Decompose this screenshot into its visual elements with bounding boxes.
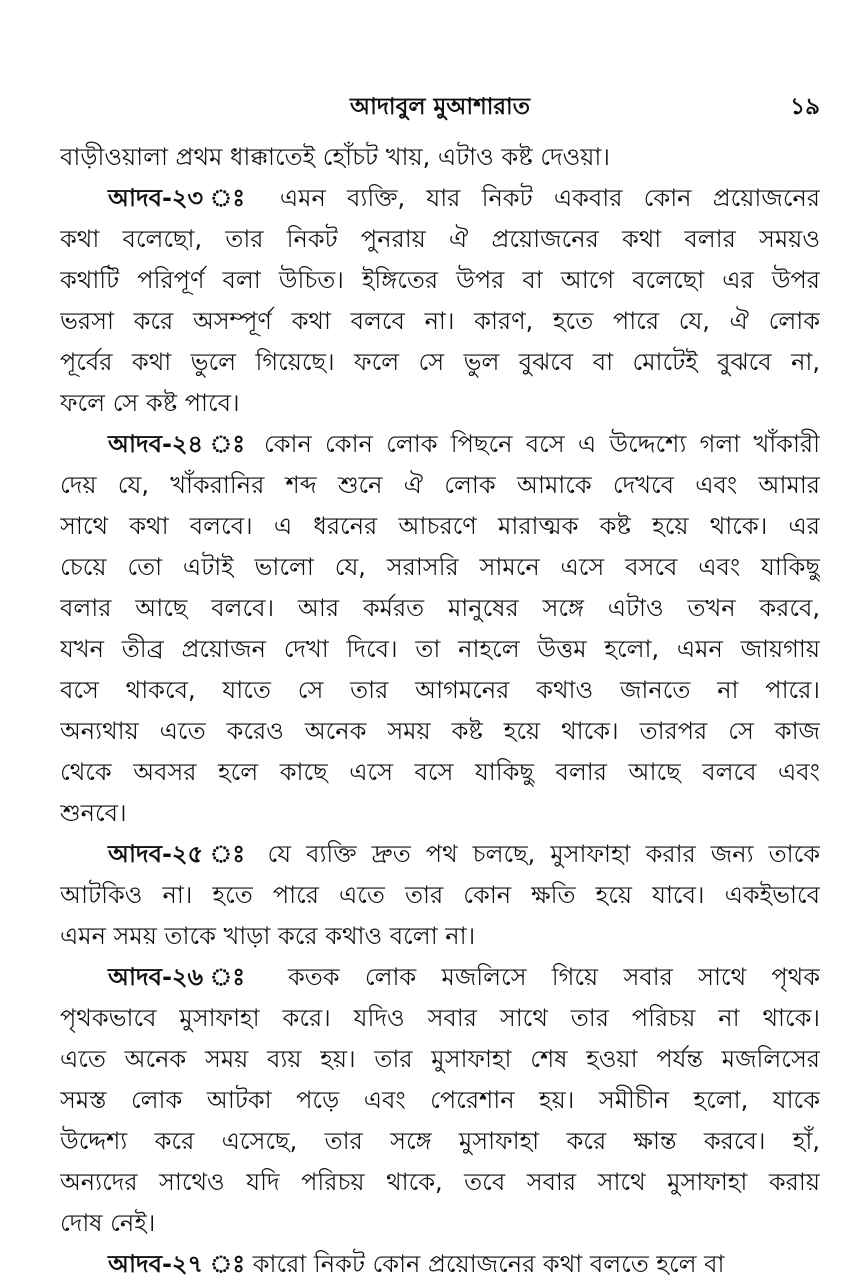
text-line <box>60 588 820 629</box>
text-line <box>60 957 820 998</box>
text-line <box>60 178 820 219</box>
text-line <box>60 1080 820 1121</box>
text-line <box>60 547 820 588</box>
line-text: সমস্ত লোক আটকা পড়ে এবং পেরেশান হয়। সমীচীন হলো, যাকে <box>60 1086 820 1114</box>
line-text: কোন কোন লোক পিছনে বসে এ উদ্দেশ্যে গলা খাঁকারী <box>263 430 820 458</box>
rule-heading: আদব-২৩ ঃ <box>108 184 259 212</box>
text-line <box>60 834 820 875</box>
line-text: অন্যদের সাথেও যদি পরিচয় থাকে, তবে সবার সাথে মুসাফাহা করায় <box>60 1168 820 1196</box>
line-text: যখন তীব্র প্রয়োজন দেখা দিবে। তা নাহলে উত্তম হলো, এমন জায়গায় <box>60 635 820 663</box>
rule-heading: আদব-২৭ ঃ <box>108 1250 246 1278</box>
line-text: এমন সময় তাকে খাড়া করে কথাও বলো না। <box>60 922 476 950</box>
body-text <box>60 137 820 1285</box>
line-text: অন্যথায় এতে করেও অনেক সময় কষ্ট হয়ে থাকে। তারপর সে কাজ <box>60 717 820 745</box>
line-text: এতে অনেক সময় ব্যয় হয়। তার মুসাফাহা শেষ হওয়া পর্যন্ত মজলিসের <box>60 1045 820 1073</box>
line-text: পূর্বের কথা ভুলে গিয়েছে। ফলে সে ভুল বুঝবে বা মোটেই বুঝবে না, <box>60 348 820 376</box>
header-title: আদাবুল মুআশারাত <box>350 94 530 120</box>
line-text: পৃথকভাবে মুসাফাহা করে। যদিও সবার সাথে তার পরিচয় না থাকে। <box>60 1004 820 1032</box>
text-line <box>60 342 820 383</box>
line-text: এমন ব্যক্তি, যার নিকট একবার কোন প্রয়োজনের <box>279 184 820 212</box>
line-text: বসে থাকবে, যাতে সে তার আগমনের কথাও জানতে না পারে। <box>60 676 820 704</box>
text-line <box>60 875 820 916</box>
text-line <box>60 506 820 547</box>
text-line <box>60 998 820 1039</box>
text-line <box>60 219 820 260</box>
text-line <box>60 301 820 342</box>
text-line <box>60 793 820 834</box>
rule-heading: আদব-২৪ ঃ <box>108 430 251 458</box>
line-text: কতক লোক মজলিসে গিয়ে সবার সাথে পৃথক <box>287 963 820 991</box>
text-line <box>60 711 820 752</box>
text-line <box>60 670 820 711</box>
paragraph <box>60 137 820 178</box>
line-text: কথা বলেছো, তার নিকট পুনরায় ঐ প্রয়োজনের কথা বলার সময়ও <box>60 225 820 253</box>
paragraph <box>60 178 820 424</box>
line-text: উদ্দেশ্য করে এসেছে, তার সঙ্গে মুসাফাহা করে ক্ষান্ত করবে। হাঁ, <box>60 1127 820 1155</box>
text-line <box>60 916 820 957</box>
line-text: দেয় যে, খাঁকরানির শব্দ শুনে ঐ লোক আমাকে দেখবে এবং আমার <box>60 471 820 499</box>
paragraph <box>60 1244 820 1285</box>
text-line <box>60 137 820 178</box>
text-line <box>60 1162 820 1203</box>
text-line <box>60 260 820 301</box>
running-header <box>60 88 820 128</box>
paragraph <box>60 834 820 957</box>
text-line <box>60 1244 820 1285</box>
text-line <box>60 1203 820 1244</box>
line-text: বাড়ীওয়ালা প্রথম ধাক্কাতেই হোঁচট খায়, এটাও কষ্ট দেওয়া। <box>60 143 610 171</box>
text-line <box>60 1121 820 1162</box>
line-text: কারো নিকট কোন প্রয়োজনের কথা বলতে হলে বা <box>252 1250 725 1278</box>
paragraph <box>60 424 820 834</box>
rule-heading: আদব-২৬ ঃ <box>108 963 263 991</box>
paragraph <box>60 957 820 1244</box>
rule-heading: আদব-২৫ ঃ <box>108 840 253 868</box>
line-text: আটকিও না। হতে পারে এতে তার কোন ক্ষতি হয়ে যাবে। একইভাবে <box>60 881 820 909</box>
text-line <box>60 629 820 670</box>
line-text: যে ব্যক্তি দ্রুত পথ চলছে, মুসাফাহা করার জন্য তাকে <box>267 840 820 868</box>
text-line <box>60 424 820 465</box>
line-text: চেয়ে তো এটাই ভালো যে, সরাসরি সামনে এসে বসবে এবং যাকিছু <box>60 553 820 581</box>
text-line <box>60 1039 820 1080</box>
line-text: ফলে সে কষ্ট পাবে। <box>60 389 240 417</box>
text-line <box>60 752 820 793</box>
text-line <box>60 465 820 506</box>
text-line <box>60 383 820 424</box>
line-text: কথাটি পরিপূর্ণ বলা উচিত। ইঙ্গিতের উপর বা আগে বলেছো এর উপর <box>60 266 820 294</box>
line-text: থেকে অবসর হলে কাছে এসে বসে যাকিছু বলার আছে বলবে এবং <box>60 758 820 786</box>
line-text: শুনবে। <box>60 799 127 827</box>
line-text: দোষ নেই। <box>60 1209 156 1237</box>
line-text: সাথে কথা বলবে। এ ধরনের আচরণে মারাত্মক কষ্ট হয়ে থাকে। এর <box>60 512 820 540</box>
line-text: ভরসা করে অসম্পূর্ণ কথা বলবে না। কারণ, হতে পারে যে, ঐ লোক <box>60 307 820 335</box>
line-text: বলার আছে বলবে। আর কর্মরত মানুষের সঙ্গে এটাও তখন করবে, <box>60 594 820 622</box>
page-number: ১৯ <box>790 94 820 120</box>
